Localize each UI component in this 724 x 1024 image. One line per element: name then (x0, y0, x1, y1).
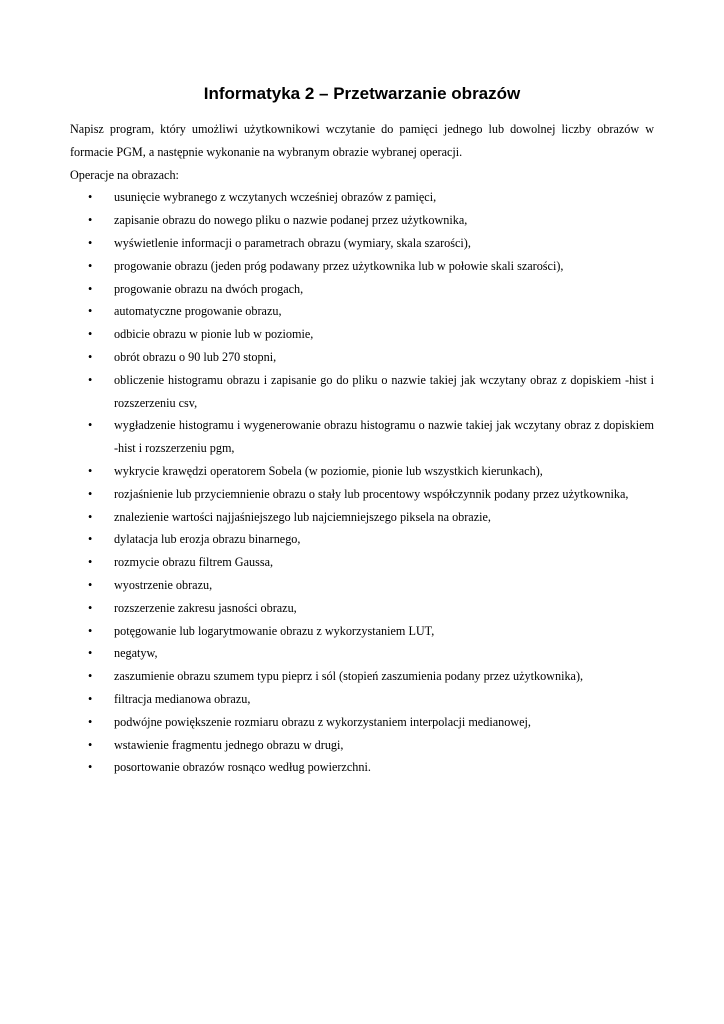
bullet-icon: • (88, 418, 93, 433)
operation-text: automatyczne progowanie obrazu, (114, 304, 282, 319)
operation-text: wyświetlenie informacji o parametrach obrazu (wymiary, skala szarości), (114, 235, 471, 250)
operation-text: posortowanie obrazów rosnąco według powierzchni. (114, 760, 371, 775)
bullet-icon: • (88, 327, 93, 342)
operation-item (70, 460, 654, 483)
document-title: Informatyka 2 – Przetwarzanie obrazów (203, 84, 521, 103)
bullet-icon: • (88, 486, 93, 501)
operation-text: filtracja medianowa obrazu, (114, 691, 251, 706)
operation-item (70, 186, 654, 209)
bullet-icon: • (88, 577, 93, 592)
bullet-icon: • (88, 190, 93, 205)
operation-text: obliczenie histogramu obrazu i zapisanie go do pliku o nazwie takiej jak wczytany obraz z dopiskiem -hist i rozszerzeniu csv, (114, 372, 654, 410)
operation-item (70, 255, 654, 278)
bullet-icon: • (88, 349, 93, 364)
bullet-icon: • (88, 235, 93, 250)
intro-paragraph: Napisz program, który umożliwi użytkownikowi wczytanie do pamięci jednego lub dowolnej liczby obrazów w formacie PGM, a następnie wykonanie na wybranym obrazie wybranej operacji. (70, 122, 654, 159)
operation-text: podwójne powiększenie rozmiaru obrazu z wykorzystaniem interpolacji medianowej, (114, 714, 531, 729)
bullet-icon: • (88, 555, 93, 570)
bullet-icon: • (88, 623, 93, 638)
operation-item (70, 734, 654, 757)
operation-item (70, 369, 654, 415)
operation-text: rozmycie obrazu filtrem Gaussa, (114, 555, 274, 570)
bullet-icon: • (88, 532, 93, 547)
operation-text: rozjaśnienie lub przyciemnienie obrazu o stały lub procentowy współczynnik podany przez użytkownika, (114, 486, 629, 501)
operation-item (70, 232, 654, 255)
bullet-icon: • (88, 714, 93, 729)
operation-item (70, 209, 654, 232)
operation-text: progowanie obrazu (jeden próg podawany przez użytkownika lub w połowie skali szarości), (114, 258, 564, 273)
operation-item (70, 346, 654, 369)
bullet-icon: • (88, 669, 93, 684)
bullet-icon: • (88, 463, 93, 478)
operation-item (70, 483, 654, 506)
operation-text: wyostrzenie obrazu, (114, 577, 213, 592)
operation-text: rozszerzenie zakresu jasności obrazu, (114, 600, 297, 615)
bullet-icon: • (88, 304, 93, 319)
operation-text: obrót obrazu o 90 lub 270 stopni, (114, 349, 277, 364)
bullet-icon: • (88, 646, 93, 661)
operation-item (70, 278, 654, 301)
bullet-icon: • (88, 281, 93, 296)
bullet-icon: • (88, 509, 93, 524)
bullet-icon: • (88, 691, 93, 706)
operation-text: odbicie obrazu w pionie lub w poziomie, (114, 327, 314, 342)
operation-item (70, 597, 654, 620)
bullet-icon: • (88, 213, 93, 228)
bullet-icon: • (88, 600, 93, 615)
bullet-icon: • (88, 258, 93, 273)
operation-item (70, 642, 654, 665)
operation-item (70, 506, 654, 529)
operation-text: dylatacja lub erozja obrazu binarnego, (114, 532, 301, 547)
operation-item (70, 323, 654, 346)
operations-heading: Operacje na obrazach: (70, 167, 179, 182)
bullet-icon: • (88, 760, 93, 775)
operation-item (70, 300, 654, 323)
operation-item (70, 756, 654, 779)
operation-item (70, 620, 654, 643)
operation-text: wstawienie fragmentu jednego obrazu w drugi, (114, 737, 344, 752)
document-body (70, 118, 654, 779)
operation-text: znalezienie wartości najjaśniejszego lub najciemniejszego piksela na obrazie, (114, 509, 491, 524)
bullet-icon: • (88, 372, 93, 387)
operation-item (70, 551, 654, 574)
operation-text: zapisanie obrazu do nowego pliku o nazwie podanej przez użytkownika, (114, 213, 468, 228)
operation-item (70, 414, 654, 460)
bullet-icon: • (88, 737, 93, 752)
operation-text: wygładzenie histogramu i wygenerowanie obrazu histogramu o nazwie takiej jak wczytany obraz z dopiskiem -hist i rozszerzeniu pgm, (114, 418, 654, 456)
operation-text: potęgowanie lub logarytmowanie obrazu z wykorzystaniem LUT, (114, 623, 435, 638)
operation-text: negatyw, (114, 646, 158, 661)
operation-item (70, 665, 654, 688)
operation-text: zaszumienie obrazu szumem typu pieprz i sól (stopień zaszumienia podany przez użytkownika), (114, 669, 584, 684)
operation-item (70, 528, 654, 551)
operation-text: usunięcie wybranego z wczytanych wcześniej obrazów z pamięci, (114, 190, 437, 205)
operation-item (70, 711, 654, 734)
operation-item (70, 688, 654, 711)
operation-text: wykrycie krawędzi operatorem Sobela (w poziomie, pionie lub wszystkich kierunkach), (114, 463, 543, 478)
operations-list (70, 186, 654, 779)
operation-text: progowanie obrazu na dwóch progach, (114, 281, 304, 296)
operation-item (70, 574, 654, 597)
